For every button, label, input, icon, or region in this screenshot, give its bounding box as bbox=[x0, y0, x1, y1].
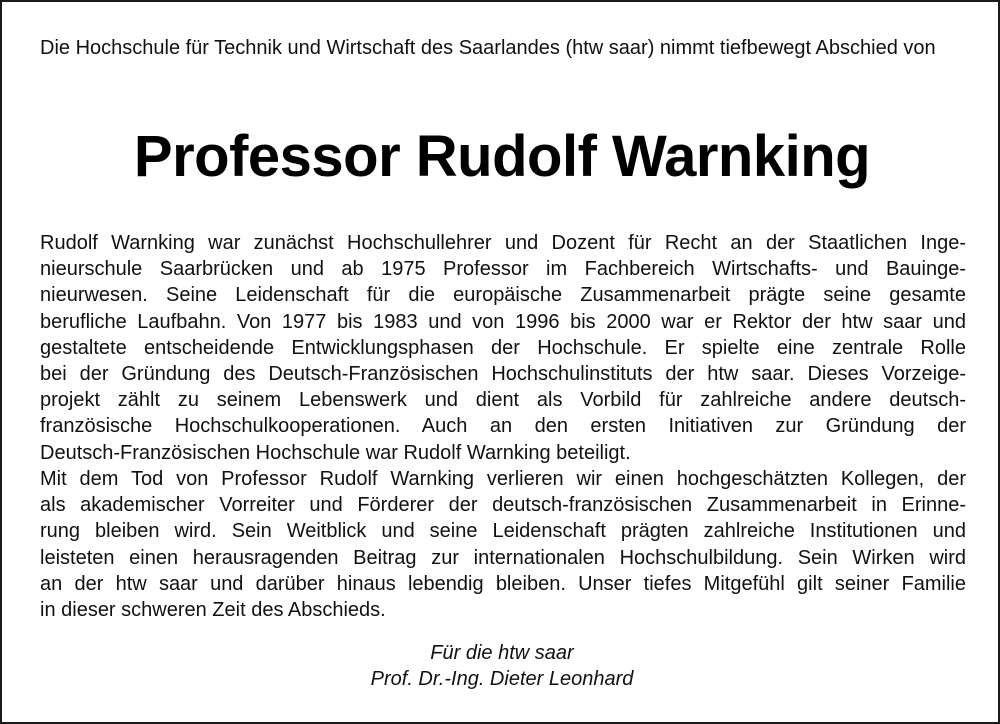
paragraph-line: Rudolf Warnking war zunächst Hochschullehrer und Dozent für Recht an der Staatlichen Inge- bbox=[40, 232, 966, 254]
paragraph-line: Mit dem Tod von Professor Rudolf Warnking verlieren wir einen hochgeschätzten Kollegen, der bbox=[40, 468, 966, 490]
paragraph-line: berufliche Laufbahn. Von 1977 bis 1983 und von 1996 bis 2000 war er Rektor der htw saar und bbox=[40, 310, 966, 333]
signature-name: Prof. Dr.-Ing. Dieter Leonhard bbox=[370, 668, 634, 690]
paragraph-line: in dieser schweren Zeit des Abschieds. bbox=[40, 599, 386, 622]
paragraph-line: projekt zählt zu seinem Lebenswerk und dient als Vorbild für zahlreiche andere deutsch- bbox=[40, 389, 966, 412]
paragraph-line: französische Hochschulkooperationen. Auch an den ersten Initiativen zur Gründung der bbox=[40, 415, 966, 438]
paragraph-line: rung bleiben wird. Sein Weitblick und seine Leidenschaft prägten zahlreiche Institutionen und bbox=[40, 520, 966, 543]
paragraph-line: als akademischer Vorreiter und Förderer der deutsch-französischen Zusammenarbeit in Erinne- bbox=[40, 494, 966, 517]
signature-organization: Für die htw saar bbox=[430, 642, 574, 664]
paragraph-line: nieurwesen. Seine Leidenschaft für die europäische Zusammenarbeit prägte seine gesamte bbox=[40, 284, 966, 307]
paragraph-line: Deutsch-Französischen Hochschule war Rudolf Warnking beteiligt. bbox=[40, 441, 631, 464]
signature-block bbox=[2, 640, 1000, 692]
tribute-paragraph bbox=[40, 466, 966, 623]
paragraph-line: gestaltete entscheidende Entwicklungsphasen der Hochschule. Er spielte eine zentrale Rolle bbox=[40, 336, 966, 359]
biography-paragraph bbox=[40, 230, 966, 466]
paragraph-line: leisteten einen herausragenden Beitrag zur internationalen Hochschulbildung. Sein Wirken wird bbox=[40, 546, 966, 569]
deceased-name: Professor Rudolf Warnking bbox=[133, 124, 871, 189]
paragraph-line: nieurschule Saarbrücken und ab 1975 Professor im Fachbereich Wirtschafts- und Bauinge- bbox=[40, 258, 966, 281]
paragraph-line: an der htw saar und darüber hinaus lebendig bleiben. Unser tiefes Mitgefühl gilt seiner Familie bbox=[40, 572, 966, 595]
intro-text: Die Hochschule für Technik und Wirtschaft des Saarlandes (htw saar) nimmt tiefbewegt Abschied von bbox=[40, 37, 936, 59]
paragraph-line: bei der Gründung des Deutsch-Französischen Hochschulinstituts der htw saar. Dieses Vorzeige- bbox=[40, 363, 966, 386]
